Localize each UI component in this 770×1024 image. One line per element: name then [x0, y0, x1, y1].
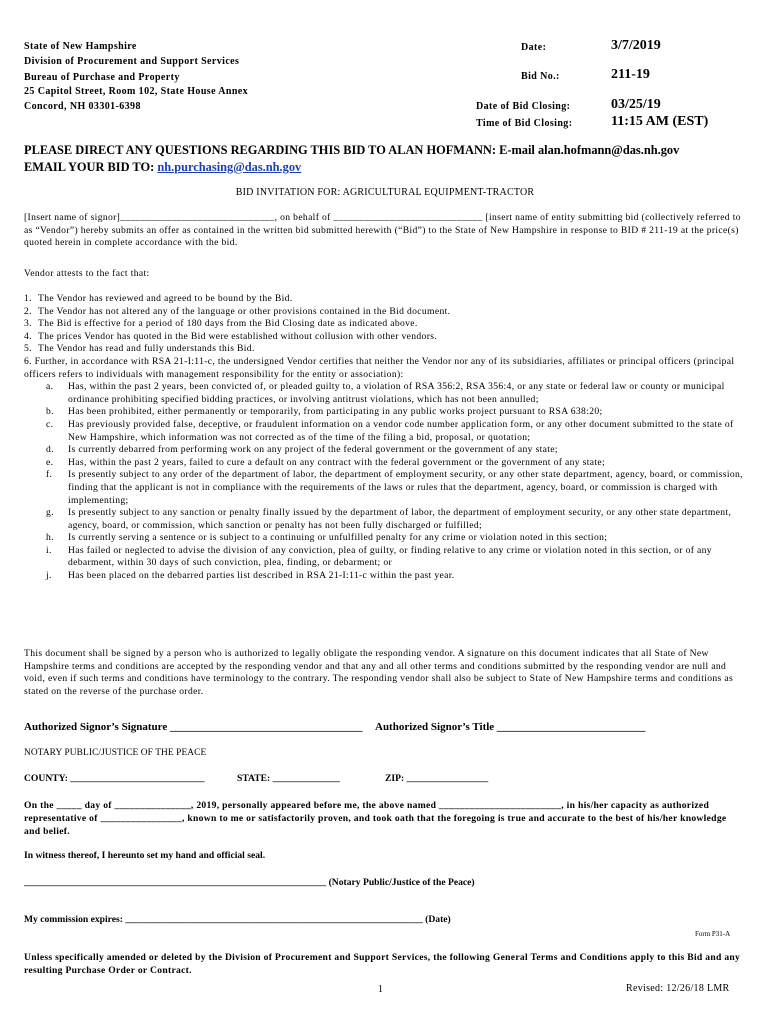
date-label: Date: [521, 42, 547, 53]
terms-paragraph: Unless specifically amended or deleted by the Division of Procurement and Support Services, the following General Terms and Conditions apply to this Bid and any resulting Purchase Order or Contract. [24, 952, 741, 976]
witness-line: In witness thereof, I hereunto set my hand and official seal. [24, 850, 266, 861]
state-field[interactable]: STATE: ______________ [237, 773, 340, 784]
closing-time-label: Time of Bid Closing: [476, 118, 573, 129]
direct-questions: PLEASE DIRECT ANY QUESTIONS REGARDING THIS BID TO ALAN HOFMANN: E-mail alan.hofmann@das.nh.gov [24, 143, 680, 157]
email-bid-link[interactable]: nh.purchasing@das.nh.gov [157, 160, 302, 174]
zip-field[interactable]: ZIP: _________________ [385, 773, 489, 784]
sub-list-item: i. Has failed or neglected to advise the division of any conviction, plea of guilty, or finding relative to any crime or violation noted in this section, or of any debarment, within 30 days of such conviction, plea, finding, or debarment; or [46, 544, 712, 569]
sub-list-item: d. Is currently debarred from performing work on any project of the federal government or the government of any state; [46, 444, 558, 456]
signor-title-field[interactable]: Authorized Signor’s Title ___________________________ [375, 721, 646, 733]
sub-list-item: e. Has, within the past 2 years, failed to cure a default on any contract with the federal government or the government of any state; [46, 456, 606, 468]
header-bureau: Bureau of Purchase and Property [24, 72, 180, 83]
signor-signature-field[interactable]: Authorized Signor’s Signature ___________________________________ [24, 721, 363, 733]
sub-list-item: b. Has been prohibited, either permanently or temporarily, from participating in any public works project pursuant to RSA 638:20; [46, 406, 603, 418]
sub-list-item: j. Has been placed on the debarred parties list described in RSA 21-I:11-c within the past year. [46, 570, 455, 582]
list-item: 4. The prices Vendor has quoted in the Bid were established without collusion with other vendors. [24, 330, 438, 342]
bid-no-value: 211-19 [611, 67, 650, 82]
list-item: 2. The Vendor has not altered any of the language or other provisions contained in the Bid document. [24, 305, 451, 317]
header-division: Division of Procurement and Support Services [24, 56, 240, 67]
bid-no-label: Bid No.: [521, 71, 560, 82]
intro-paragraph: [Insert name of signor]______________________________, on behalf of _____________________________ [insert name of entity submitting bid (collectively referred to as “Vendor”) hereby submits an offer as contained in the written bid submitted herewith (“Bid”) to the State of New Hampshire in response to BID # 211-19 at the price(s) quoted herein in complete accordance with the bid. [24, 212, 741, 249]
date-value: 3/7/2019 [611, 38, 661, 53]
list-item: 5. The Vendor has read and fully understands this Bid. [24, 343, 255, 355]
notary-heading: NOTARY PUBLIC/JUSTICE OF THE PEACE [24, 748, 207, 758]
sub-list-item: f. Is presently subject to any order of the department of labor, the department of employment security, or any other state department, agency, board, or commission, finding that the applicant is not in compliance with the requirements of the laws or rules that the department, agency, board, or commission is charged with implementing; [46, 469, 743, 506]
email-bid-line [24, 160, 301, 175]
list-item: 6. Further, in accordance with RSA 21-I:11-c, the undersigned Vendor certifies that neither the Vendor nor any of its subsidiaries, affiliates or principal officers (principal officers refers to individuals with management responsibility for the entity or association): [24, 355, 735, 380]
signing-paragraph: This document shall be signed by a person who is authorized to legally obligate the responding vendor. A signature on this document indicates that all State of New Hampshire terms and conditions are accepted by the responding vendor and that any and all other terms and conditions submitted by the responding vendor are null and void, even if such terms and conditions have terminology to the contrary. The responding vendor shall also be subject to State of New Hampshire terms and conditions as stated on the reverse of the purchase order. [24, 648, 734, 697]
header-city: Concord, NH 03301-6398 [24, 101, 141, 112]
sub-list-item: h. Is currently serving a sentence or is subject to a continuing or unfulfilled penalty for any crime or violation noted in this section; [46, 532, 608, 544]
list-item: 1. The Vendor has reviewed and agreed to be bound by the Bid. [24, 293, 293, 304]
county-field[interactable]: COUNTY: ____________________________ [24, 773, 205, 784]
revised-date: Revised: 12/26/18 LMR [626, 983, 730, 994]
page-number: 1 [378, 984, 383, 995]
email-bid-label: EMAIL YOUR BID TO: [24, 160, 158, 174]
list-item: 3. The Bid is effective for a period of 180 days from the Bid Closing date as indicated above. [24, 318, 418, 330]
notary-oath-paragraph: On the _____ day of _______________, 2019, personally appeared before me, the above named ________________________, in his/her capacity as authorized representative of ________________, known to me or satisfactorily proven, and took oath that the foregoing is true and accurate to the best of his/her knowledge and belief. [24, 800, 727, 837]
commission-expires-field[interactable]: My commission expires: ______________________________________________________________ (Date) [24, 914, 451, 925]
sub-list-item: a. Has, within the past 2 years, been convicted of, or pleaded guilty to, a violation of RSA 356:2, RSA 356:4, or any state or federal law or county or municipal ordinance prohibiting specified bidding practices, or involving antitrust violations, which has not been annulled; [46, 381, 725, 405]
form-number: Form P31-A [695, 930, 731, 938]
sub-list-item: c. Has previously provided false, deceptive, or fraudulent information on a vendor code number application form, or any other document submitted to the state of New Hampshire, which information was not corrected as of the time of the filing a bid, proposal, or quotation; [46, 418, 734, 443]
closing-date-value: 03/25/19 [611, 97, 661, 112]
attests-line: Vendor attests to the fact that: [24, 268, 150, 279]
header-street: 25 Capitol Street, Room 102, State House Annex [24, 86, 249, 97]
attest-list [24, 293, 744, 583]
closing-date-label: Date of Bid Closing: [476, 101, 571, 112]
sub-list-item: g. Is presently subject to any sanction or penalty finally issued by the department of labor, the department of employment security, or any other state department, agency, board, or commission, which sanction or penalty has not been fully discharged or fulfilled; [46, 507, 732, 531]
notary-signature-field[interactable]: _______________________________________________________________ (Notary Public/Justice of the Peace) [24, 877, 475, 888]
closing-time-value: 11:15 AM (EST) [611, 114, 709, 129]
header-state: State of New Hampshire [24, 41, 137, 52]
bid-title: BID INVITATION FOR: AGRICULTURAL EQUIPMENT-TRACTOR [235, 187, 535, 198]
